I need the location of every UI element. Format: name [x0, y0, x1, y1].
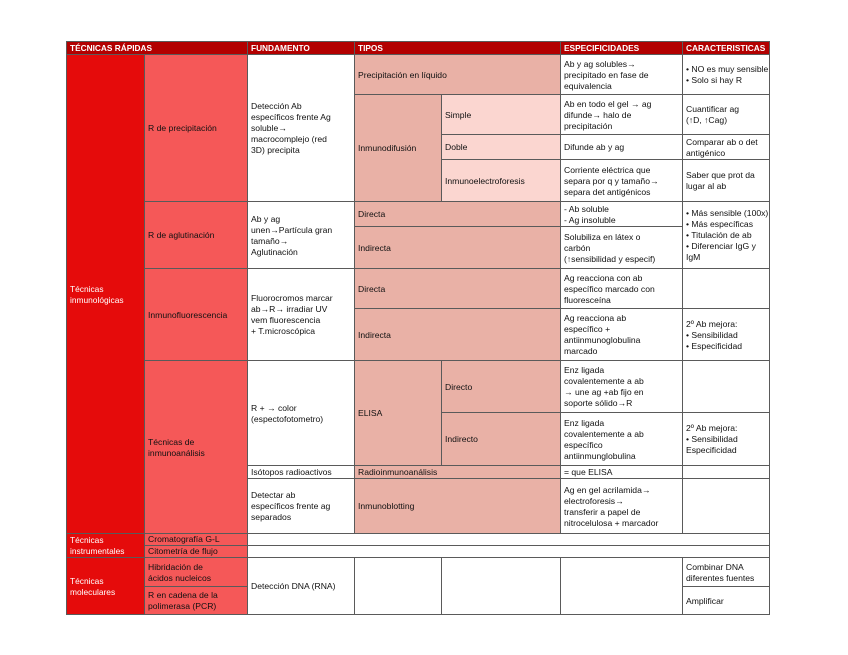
- tipo-if-directa: Directa: [354, 268, 561, 309]
- tipo-inmunoelectroforesis: Inmunoelectroforesis: [441, 159, 561, 202]
- tipo-aglutinacion-indirecta: Indirecta: [354, 226, 561, 269]
- tipo-if-indirecta: Indirecta: [354, 308, 561, 361]
- header-especificidades: ESPECIFICIDADES: [560, 41, 683, 55]
- group-instrumentales: Técnicas instrumentales: [66, 533, 145, 558]
- espec-simple: Ab en todo el gel → ag difunde→ halo de precipitación: [560, 94, 683, 135]
- fund-precipitacion: Detección Ab específicos frente Ag soluble→ macrocomplejo (red 3D) precipita: [247, 54, 355, 202]
- carac-pcr: Amplificar: [682, 586, 770, 615]
- fund-aglutinacion: Ab y ag unen→Partícula gran tamaño→ Aglutinación: [247, 201, 355, 269]
- fund-inmunofluorescencia: Fluorocromos marcar ab→R→ irradiar UV vem fluorescencia + T.microscópica: [247, 268, 355, 361]
- tech-aglutinacion: R de aglutinación: [144, 201, 248, 269]
- tech-inmunoanalisis: Técnicas de inmunoanálisis: [144, 360, 248, 534]
- carac-if-indirecta: 2º Ab mejora: • Sensibilidad • Especificidad: [682, 308, 770, 361]
- tech-citometria: Citometría de flujo: [144, 545, 248, 558]
- tech-cromatografia: Cromatografía G-L: [144, 533, 248, 546]
- tipo-doble: Doble: [441, 134, 561, 160]
- fund-blot: Detectar ab específicos frente ag separados: [247, 478, 355, 534]
- header-tipos: TIPOS: [354, 41, 561, 55]
- carac-hibridacion: Combinar DNA diferentes fuentes: [682, 557, 770, 587]
- espec-doble: Difunde ab y ag: [560, 134, 683, 160]
- carac-elisa-directo-empty: [682, 360, 770, 413]
- tipo-radioinmunoanalisis: Radioinmunoanálisis: [354, 465, 561, 479]
- group-inmunologicas: Técnicas inmunológicas: [66, 54, 145, 534]
- tipo-mol-empty-2: [441, 557, 561, 615]
- espec-radio: = que ELISA: [560, 465, 683, 479]
- header-caracteristicas: CARACTERISTICAS: [682, 41, 770, 55]
- tipo-elisa-indirecto: Indirecto: [441, 412, 561, 466]
- espec-inmunoelectro: Corriente eléctrica que separa por q y tamaño→ separa det antigénicos: [560, 159, 683, 202]
- carac-radio-empty: [682, 465, 770, 479]
- tipo-inmunodifusion: Inmunodifusión: [354, 94, 442, 202]
- espec-aglut-indirecta: Solubiliza en látex o carbón (↑sensibilidad y especif): [560, 226, 683, 269]
- tech-inmunofluorescencia: Inmunofluorescencia: [144, 268, 248, 361]
- espec-elisa-directo: Enz ligada covalentemente a ab → une ag +ab fijo en soporte sólido→R: [560, 360, 683, 413]
- techniques-table: [66, 41, 770, 615]
- espec-elisa-indirecto: Enz ligada covalentemente a ab específico antiinmunglobulina: [560, 412, 683, 466]
- carac-blot-empty: [682, 478, 770, 534]
- header-fundamento: FUNDAMENTO: [247, 41, 355, 55]
- tipo-aglutinacion-directa: Directa: [354, 201, 561, 227]
- fund-isotopos: Isótopos radioactivos: [247, 465, 355, 479]
- tipo-simple: Simple: [441, 94, 561, 135]
- fund-elisa: R + → color (espectofotometro): [247, 360, 355, 466]
- carac-aglutinacion: • Más sensible (100x) • Más específicas • Titulación de ab • Diferenciar IgG y IgM: [682, 201, 770, 269]
- header-tecnicas: TÉCNICAS RÁPIDAS: [66, 41, 248, 55]
- carac-simple: Cuantificar ag (↑D, ↑Cag): [682, 94, 770, 135]
- carac-elisa-indirecto: 2º Ab mejora: • Sensibilidad Especificidad: [682, 412, 770, 466]
- tech-hibridacion: Hibridación de ácidos nucleicos: [144, 557, 248, 587]
- espec-mol-empty: [560, 557, 683, 615]
- fund-moleculares: Detección DNA (RNA): [247, 557, 355, 615]
- carac-if-directa-empty: [682, 268, 770, 309]
- tipo-elisa-directo: Directo: [441, 360, 561, 413]
- tech-pcr: R en cadena de la polimerasa (PCR): [144, 586, 248, 615]
- tipo-inmunoblotting: Inmunoblotting: [354, 478, 561, 534]
- carac-doble: Comparar ab o det antigénico: [682, 134, 770, 160]
- carac-liquido: • NO es muy sensible • Solo si hay R: [682, 54, 770, 95]
- group-moleculares: Técnicas moleculares: [66, 557, 145, 615]
- tipo-mol-empty-1: [354, 557, 442, 615]
- tipo-precipitacion-liquido: Precipitación en líquido: [354, 54, 561, 95]
- espec-blot: Ag en gel acrilamida→ electroforesis→ transferir a papel de nitrocelulosa + marcador: [560, 478, 683, 534]
- espec-liquido: Ab y ag solubles→ precipitado en fase de equivalencia: [560, 54, 683, 95]
- espec-if-indirecta: Ag reacciona ab específico + antiinmunoglobulina marcado: [560, 308, 683, 361]
- carac-inmunoelectro: Saber que prot da lugar al ab: [682, 159, 770, 202]
- espec-if-directa: Ag reacciona con ab específico marcado con fluoresceína: [560, 268, 683, 309]
- tipo-elisa: ELISA: [354, 360, 442, 466]
- tech-precipitacion: R de precipitación: [144, 54, 248, 202]
- espec-aglut-directa: - Ab soluble - Ag insoluble: [560, 201, 683, 227]
